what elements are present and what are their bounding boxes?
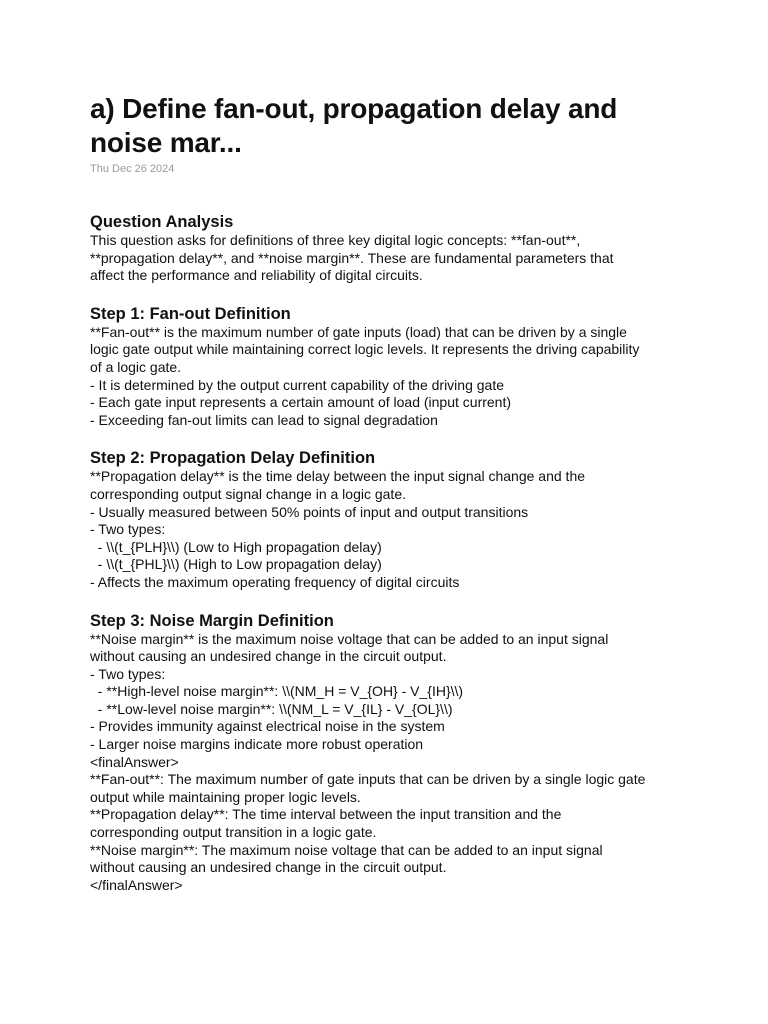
- paragraph-line: logic gate output while maintaining correct logic levels. It represents the driving capability: [90, 341, 640, 358]
- final-answer-close-tag: </finalAnswer>: [90, 876, 183, 893]
- paragraph-line: **Propagation delay** is the time delay between the input signal change and the: [90, 468, 586, 485]
- section-step-1-fan-out: [90, 304, 678, 430]
- bullet-item: - Two types:: [90, 521, 166, 538]
- paragraph-line: of a logic gate.: [90, 358, 182, 375]
- document-date: Thu Dec 26 2024: [90, 163, 175, 175]
- section-heading: Step 1: Fan-out Definition: [90, 304, 291, 323]
- page-title: [90, 92, 678, 160]
- paragraph-line: **Fan-out** is the maximum number of gate inputs (load) that can be driven by a single: [90, 323, 627, 340]
- bullet-item: - Two types:: [90, 665, 166, 682]
- final-answer-open-tag: <finalAnswer>: [90, 753, 179, 770]
- final-answer-line: **Propagation delay**: The time interval between the input transition and the: [90, 806, 562, 823]
- final-answer-line: **Noise margin**: The maximum noise voltage that can be added to an input signal: [90, 841, 603, 858]
- final-answer-line: **Fan-out**: The maximum number of gate inputs that can be driven by a single logic gate: [90, 771, 646, 788]
- section-heading: Question Analysis: [90, 213, 234, 231]
- page-title-line-2: noise mar...: [90, 127, 242, 158]
- paragraph-line: without causing an undesired change in the circuit output.: [90, 648, 447, 665]
- sub-bullet-item: - \\(t_{PLH}\\) (Low to High propagation delay): [90, 538, 382, 555]
- bullet-item: - Exceeding fan-out limits can lead to signal degradation: [90, 411, 438, 428]
- section-question-analysis: [90, 212, 678, 285]
- bullet-item: - Each gate input represents a certain amount of load (input current): [90, 394, 512, 411]
- page-title-line-1: a) Define fan-out, propagation delay and: [90, 93, 618, 124]
- paragraph-line: **Noise margin** is the maximum noise voltage that can be added to an input signal: [90, 630, 609, 647]
- section-step-3-noise-margin: [90, 611, 678, 895]
- bullet-item: - Larger noise margins indicate more robust operation: [90, 736, 424, 753]
- bullet-item: - Provides immunity against electrical noise in the system: [90, 718, 445, 735]
- section-heading: Step 3: Noise Margin Definition: [90, 611, 334, 630]
- paragraph-line: This question asks for definitions of three key digital logic concepts: **fan-out**,: [90, 232, 581, 248]
- sub-bullet-item: - **High-level noise margin**: \\(NM_H = V_{OH} - V_{IH}\\): [90, 683, 464, 700]
- bullet-item: - Affects the maximum operating frequency of digital circuits: [90, 573, 460, 590]
- section-heading: Step 2: Propagation Delay Definition: [90, 449, 376, 468]
- final-answer-line: without causing an undesired change in the circuit output.: [90, 859, 447, 876]
- bullet-item: - It is determined by the output current capability of the driving gate: [90, 376, 505, 393]
- sub-bullet-item: - **Low-level noise margin**: \\(NM_L = V_{IL} - V_{OL}\\): [90, 700, 453, 717]
- final-answer-line: output while maintaining proper logic levels.: [90, 788, 361, 805]
- paragraph-line: **propagation delay**, and **noise margin**. These are fundamental parameters that: [90, 249, 614, 266]
- paragraph-line: corresponding output signal change in a logic gate.: [90, 485, 406, 502]
- bullet-item: - Usually measured between 50% points of input and output transitions: [90, 503, 529, 520]
- section-step-2-propagation-delay: [90, 448, 678, 591]
- final-answer-line: corresponding output transition in a logic gate.: [90, 824, 377, 841]
- sub-bullet-item: - \\(t_{PHL}\\) (High to Low propagation delay): [90, 556, 382, 573]
- paragraph-line: affect the performance and reliability of digital circuits.: [90, 267, 423, 284]
